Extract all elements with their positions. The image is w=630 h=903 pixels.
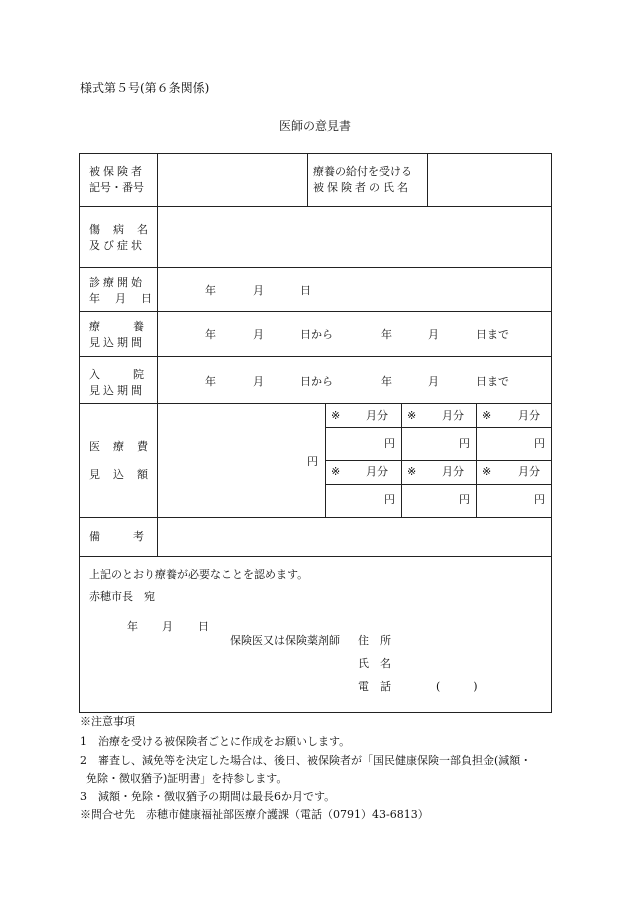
label-column-divider bbox=[157, 153, 158, 557]
page-title: 医師の意見書 bbox=[278, 119, 351, 133]
date-year: 年 bbox=[381, 375, 392, 388]
asterisk-mark: ※ bbox=[482, 409, 492, 422]
phone-label: 電 話 bbox=[358, 680, 391, 693]
month-portion-label: 月分 bbox=[366, 409, 388, 422]
table-border-right bbox=[551, 153, 552, 713]
hospitalization-period-label: 見込期間 bbox=[89, 384, 145, 397]
yen-unit: 円 bbox=[459, 437, 470, 450]
month-portion-label: 月分 bbox=[442, 409, 464, 422]
cell-divider bbox=[427, 153, 428, 207]
symptoms-label: 及び症状 bbox=[89, 239, 145, 252]
date-year: 年 bbox=[381, 328, 392, 341]
cost-grid-divider bbox=[325, 427, 552, 428]
cost-grid-divider bbox=[325, 460, 552, 461]
asterisk-mark: ※ bbox=[407, 409, 417, 422]
note-item-continued: 免除・徴収猶予)証明書」を持参します。 bbox=[86, 772, 288, 785]
row-divider bbox=[79, 517, 552, 518]
yen-unit: 円 bbox=[384, 493, 395, 506]
date-until: 日まで bbox=[476, 328, 509, 341]
date-month: 月 bbox=[253, 328, 264, 341]
hospitalization-label: 入 院 bbox=[89, 368, 144, 381]
asterisk-mark: ※ bbox=[331, 409, 341, 422]
insured-label: 被保険者 bbox=[89, 165, 145, 178]
note-item: 2 審査し、減免等を決定した場合は、後日、被保険者が「国民健康保険一部負担金(減額・ bbox=[80, 754, 532, 767]
notes-heading: ※注意事項 bbox=[80, 715, 135, 728]
date-year: 年 bbox=[205, 328, 216, 341]
yen-unit: 円 bbox=[534, 437, 545, 450]
row-divider bbox=[79, 356, 552, 357]
name-label: 氏 名 bbox=[358, 657, 391, 670]
medical-cost-label: 医 療 費 bbox=[89, 440, 149, 453]
table-border-left bbox=[79, 153, 80, 713]
cell-divider bbox=[307, 153, 308, 207]
month-portion-label: 月分 bbox=[366, 465, 388, 478]
form-code: 様式第５号(第６条関係) bbox=[80, 81, 210, 95]
month-portion-label: 月分 bbox=[518, 409, 540, 422]
address-label: 住 所 bbox=[358, 634, 391, 647]
month-portion-label: 月分 bbox=[518, 465, 540, 478]
total-yen-unit: 円 bbox=[307, 455, 318, 468]
certification-statement: 上記のとおり療養が必要なことを認めます。 bbox=[89, 568, 309, 581]
row-divider bbox=[79, 267, 552, 268]
recipient-label: 療養の給付を受ける bbox=[313, 165, 412, 178]
date-year: 年 bbox=[205, 284, 216, 297]
date-month: 月 bbox=[162, 620, 173, 633]
date-from: 日から bbox=[300, 375, 333, 388]
recipient-name-label: 被保険者の氏名 bbox=[313, 181, 411, 194]
date-year: 年 bbox=[127, 620, 138, 633]
asterisk-mark: ※ bbox=[331, 465, 341, 478]
table-border-top bbox=[79, 153, 552, 154]
date-month: 月 bbox=[428, 375, 439, 388]
asterisk-mark: ※ bbox=[407, 465, 417, 478]
phone-area-code-parens: ( ) bbox=[436, 680, 478, 693]
estimated-amount-label: 見 込 額 bbox=[89, 468, 149, 481]
date-month: 月 bbox=[428, 328, 439, 341]
date-day: 日 bbox=[198, 620, 209, 633]
row-divider bbox=[79, 206, 552, 207]
note-item: 1 治療を受ける被保険者ごとに作成をお願いします。 bbox=[80, 735, 351, 748]
table-border-bottom bbox=[79, 712, 552, 713]
row-divider bbox=[79, 403, 552, 404]
treatment-start-date-label: 年 月 日 bbox=[89, 292, 154, 305]
care-period-label: 療 養 bbox=[89, 320, 144, 333]
date-day: 日 bbox=[300, 284, 311, 297]
insured-number-label: 記号・番号 bbox=[89, 181, 144, 194]
yen-unit: 円 bbox=[534, 493, 545, 506]
yen-unit: 円 bbox=[459, 493, 470, 506]
remarks-label: 備 考 bbox=[89, 530, 144, 543]
row-divider bbox=[79, 311, 552, 312]
cost-grid-divider bbox=[325, 484, 552, 485]
disease-label: 傷 病 名 bbox=[89, 223, 149, 236]
contact-info: ※問合せ先 赤穂市健康福祉部医療介護課（電話（0791）43-6813） bbox=[80, 808, 429, 821]
date-until: 日まで bbox=[476, 375, 509, 388]
addressee: 赤穂市長 宛 bbox=[89, 590, 155, 603]
treatment-start-label: 診療開始 bbox=[89, 276, 145, 289]
signer-title: 保険医又は保険薬剤師 bbox=[230, 634, 340, 647]
note-item: 3 減額・免除・徴収猶予の期間は最長6か月です。 bbox=[80, 790, 336, 803]
asterisk-mark: ※ bbox=[482, 465, 492, 478]
date-year: 年 bbox=[205, 375, 216, 388]
yen-unit: 円 bbox=[384, 437, 395, 450]
month-portion-label: 月分 bbox=[442, 465, 464, 478]
date-month: 月 bbox=[253, 284, 264, 297]
care-period-sublabel: 見込期間 bbox=[89, 336, 145, 349]
row-divider bbox=[79, 556, 552, 557]
date-from: 日から bbox=[300, 328, 333, 341]
date-month: 月 bbox=[253, 375, 264, 388]
